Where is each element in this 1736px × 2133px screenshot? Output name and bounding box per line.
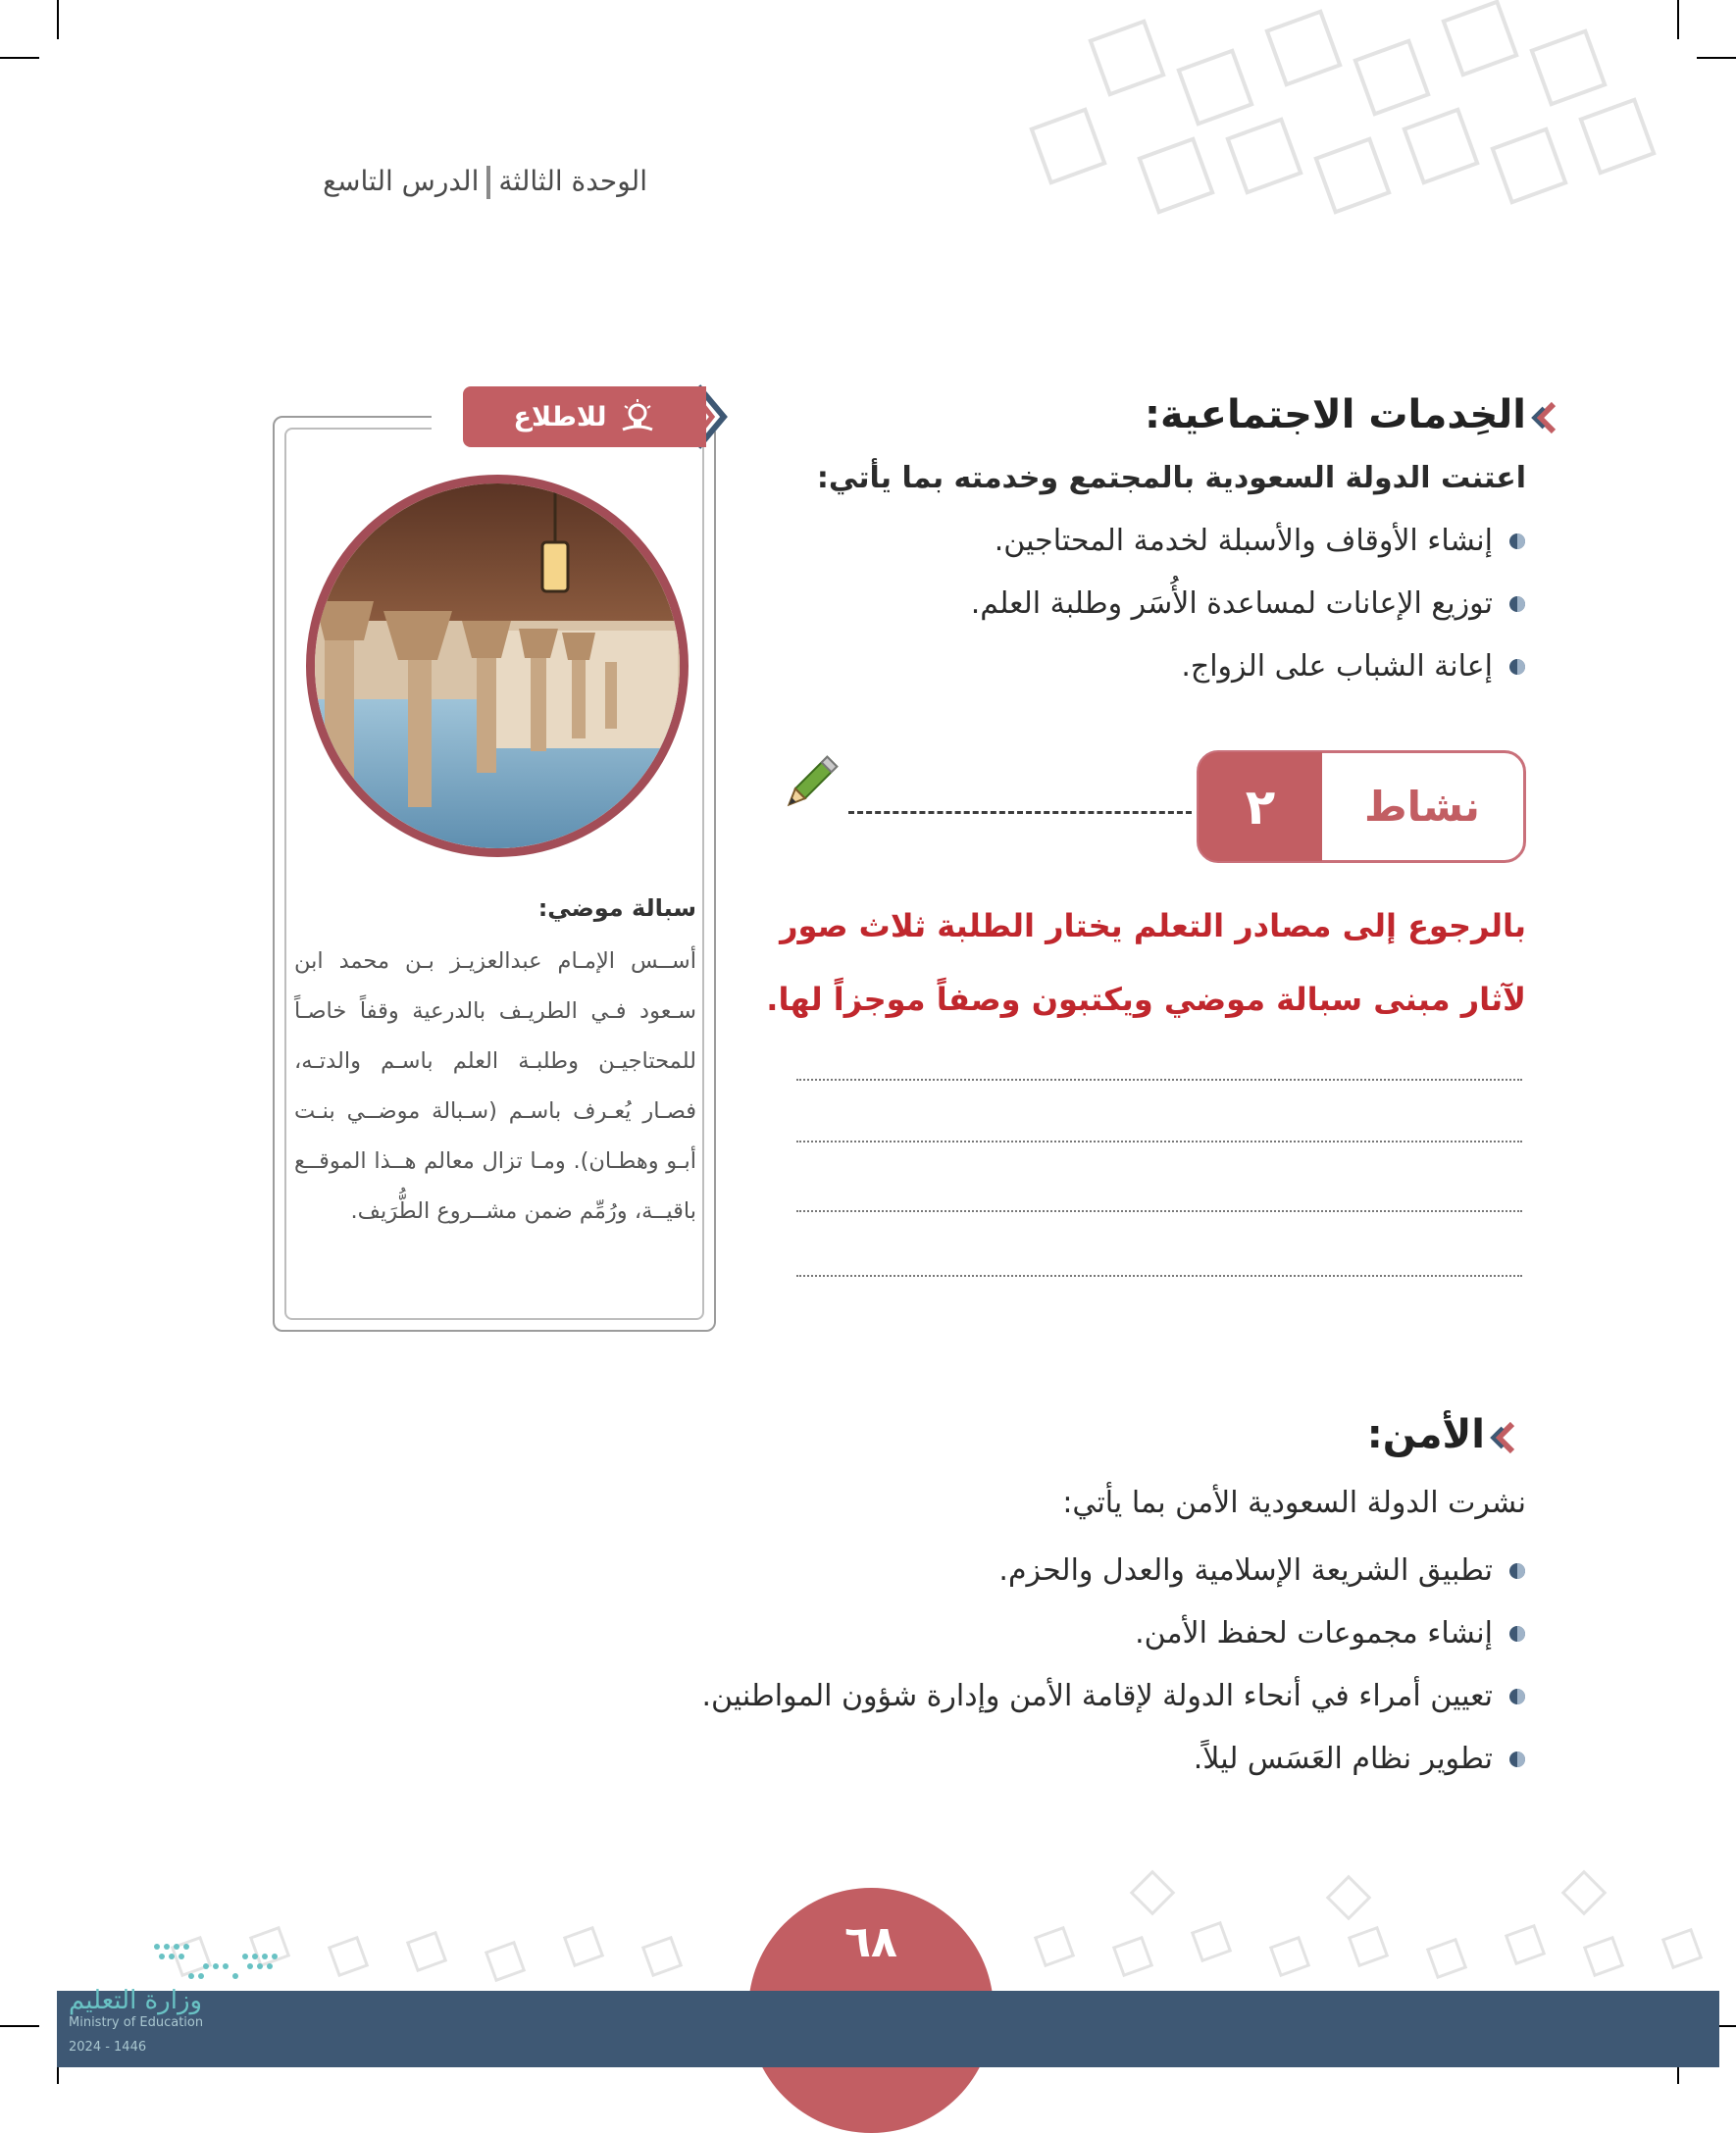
bullet-icon <box>1508 1625 1526 1643</box>
arcade-illustration <box>315 483 680 848</box>
answer-line[interactable] <box>796 1079 1522 1081</box>
list-item: تطبيق الشريعة الإسلامية والعدل والحزم. <box>451 1540 1526 1602</box>
page-header <box>235 165 647 199</box>
bullet-icon <box>1508 533 1526 550</box>
bullet-icon <box>1508 1688 1526 1705</box>
activity-label: نشاط <box>1364 783 1480 831</box>
pencil-icon <box>775 750 843 819</box>
bullet-icon <box>1508 658 1526 676</box>
decorative-pattern <box>1020 0 1697 265</box>
sabala-photo <box>306 475 689 857</box>
answer-line[interactable] <box>796 1275 1522 1277</box>
bullet-icon <box>1508 1751 1526 1768</box>
header-lesson: الدرس التاسع <box>323 165 480 197</box>
activity-number: ٢ <box>1199 752 1322 861</box>
list-item: توزيع الإعانات لمساعدة الأُسَر وطلبة العلم. <box>804 573 1526 635</box>
sidebar-tab-label: للاطلاع <box>513 401 607 432</box>
ministry-name-en: Ministry of Education <box>69 2015 204 2030</box>
bullet-icon <box>1508 595 1526 613</box>
list-item: تعيين أمراء في أنحاء الدولة لإقامة الأمن وإدارة شؤون المواطنين. <box>451 1665 1526 1728</box>
activity-instruction-line2: لآثار مبنى سبالة موضي ويكتبون وصفاً موجزاً لها. <box>766 981 1526 1018</box>
list-item: تطوير نظام العَسَس ليلاً. <box>451 1728 1526 1791</box>
security-list <box>451 1540 1526 1791</box>
security-intro: نشرت الدولة السعودية الأمن بما يأتي: <box>1062 1486 1526 1520</box>
header-unit: الوحدة الثالثة <box>498 165 647 197</box>
social-services-intro: اعتنت الدولة السعودية بالمجتمع وخدمته بما يأتي: <box>816 461 1526 495</box>
ministry-year: 2024 - 1446 <box>69 2040 147 2055</box>
social-services-list <box>804 510 1526 698</box>
sidebar-caption-text: أســس الإمـام عبدالعزيـز بـن محمد ابن سـعود فـي الطريـف بالدرعية وقفاً خاصـاً للمحتاجيـن وطلبـة العلم باسـم والدتـه، فصـار يُعـرف باسـم (سـبالة موضــي بنـت أبـو وهطـان). ومـا تزال معالم هــذا الموقــع باقيــة، ورُمِّم ضمن مشــروع الطُّرَيف. <box>294 948 696 1224</box>
sidebar-tab <box>463 386 706 447</box>
security-title: الأمن: <box>981 1412 1485 1457</box>
list-item: إعانة الشباب على الزواج. <box>804 635 1526 698</box>
answer-line[interactable] <box>796 1141 1522 1143</box>
list-item: إنشاء الأوقاف والأسبلة لخدمة المحتاجين. <box>804 510 1526 573</box>
lightbulb-book-icon <box>619 398 656 435</box>
list-item: إنشاء مجموعات لحفظ الأمن. <box>451 1602 1526 1665</box>
chevron-icon <box>1487 1420 1522 1455</box>
sidebar-caption-title: سبالة موضي: <box>537 894 696 922</box>
answer-line[interactable] <box>796 1210 1522 1212</box>
ministry-name-ar: وزارة التعليم <box>69 1986 203 2015</box>
crop-mark <box>0 2025 39 2027</box>
crop-mark <box>1697 57 1736 59</box>
page-number: ٦٨ <box>844 1917 897 1967</box>
ministry-dots-icon <box>147 1937 294 1986</box>
chevron-icon <box>1528 400 1563 435</box>
social-services-title: الخِدمات الاجتماعية: <box>981 392 1526 437</box>
ministry-logo <box>69 1937 294 2055</box>
crop-mark <box>0 57 39 59</box>
activity-instruction-line1: بالرجوع إلى مصادر التعلم يختار الطلبة ثلاث صور <box>780 907 1526 944</box>
bullet-icon <box>1508 1562 1526 1580</box>
header-divider <box>486 166 490 199</box>
footer-bar <box>57 1991 1719 2067</box>
dashed-divider <box>848 811 1192 814</box>
crop-mark <box>57 0 59 39</box>
